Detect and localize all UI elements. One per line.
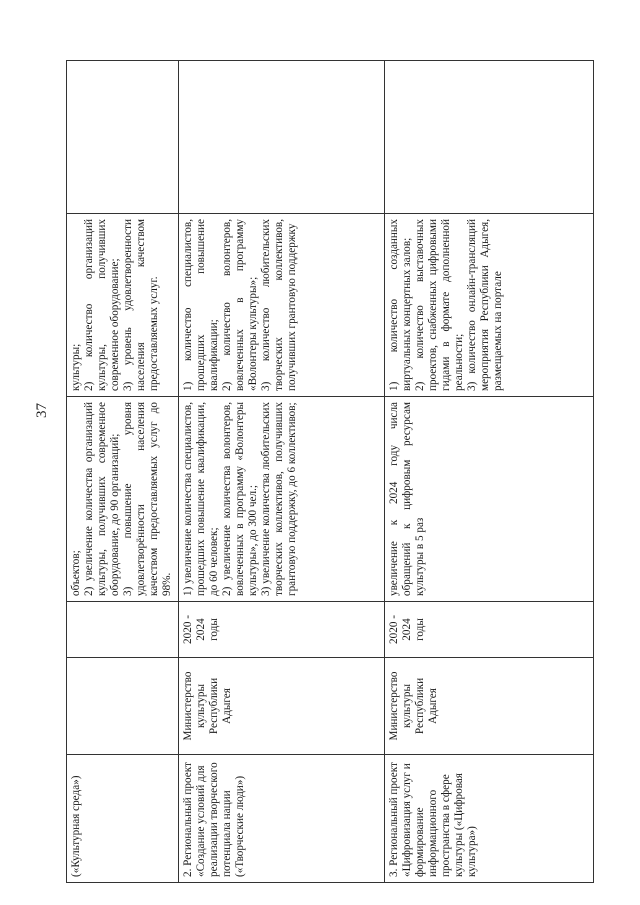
term-cell: 2020 - 2024 годы xyxy=(179,602,385,658)
result-item: 3) увеличение количества любительских творческих коллективов, получивших грантовую поддержку, до 6 коллективов; xyxy=(259,402,298,596)
indicator-item: 3) уровень удовлетворенности населения качеством предоставляемых услуг. xyxy=(121,219,160,391)
results-cell xyxy=(67,397,179,602)
executor-cell: Министерство культуры Республики Адыгея xyxy=(385,658,594,755)
indicators-cell xyxy=(179,214,385,397)
results-cell xyxy=(385,397,594,602)
empty-cell xyxy=(179,61,385,214)
result-item: объектов; xyxy=(70,550,82,596)
indicator-item: 1) количество специалистов, прошедших повышение квалификации; xyxy=(182,219,220,391)
indicator-item: 2) количество волонтеров, вовлеченных в программу «Волонтеры культуры»; xyxy=(220,219,259,391)
table-row xyxy=(179,61,385,883)
executor-cell xyxy=(67,658,179,755)
result-item: 2) увеличение количества волонтеров, вовлеченных в программу «Волонтеры культуры», до 300 чел.; xyxy=(220,402,259,596)
result-item: 1) увеличение количества специалистов, прошедших повышение квалификации, до 60 человек; xyxy=(182,402,220,596)
project-cell: 3. Региональный проект «Цифровизация услуг и формирование информационного пространства в сфере культуры («Цифровая культура») xyxy=(385,755,594,883)
indicator-item: 1) количество созданных виртуальных концертных залов; xyxy=(388,219,413,391)
page-number: 37 xyxy=(34,403,50,418)
rotated-table-wrapper xyxy=(66,61,593,883)
term-cell xyxy=(67,602,179,658)
indicator-item: 2) количество организаций культуры, получивших современное оборудование; xyxy=(82,219,121,391)
term-cell: 2020 - 2024 годы xyxy=(385,602,594,658)
empty-cell xyxy=(67,61,179,214)
result-item: 2) увеличение количества организаций культуры, получивших современное оборудование, до 90 организаций; xyxy=(82,402,121,596)
program-table xyxy=(66,60,594,883)
indicators-cell xyxy=(385,214,594,397)
indicator-item: 3) количество любительских творческих коллективов, получивших грантовую поддержку xyxy=(259,219,298,391)
indicator-item: 2) количество выставочных проектов, снабженных цифровыми гидами в формате дополненной реальности; xyxy=(413,219,465,391)
table-row xyxy=(385,61,594,883)
project-cell: («Культурная среда») xyxy=(67,755,179,883)
indicators-cell xyxy=(67,214,179,397)
project-cell: 2. Региональный проект «Создание условий для реализации творческого потенциала нации («Творческие люди») xyxy=(179,755,385,883)
indicator-item: культуры; xyxy=(70,343,82,391)
empty-cell xyxy=(385,61,594,214)
result-item: 3) повышение уровня удовлетворённости населения качеством предоставляемых услуг до 98%. xyxy=(121,402,173,596)
indicator-item: 3) количество онлайн-трансляций мероприятия Республики Адыгея, размещаемых на портале xyxy=(465,219,504,391)
executor-cell: Министерство культуры Республики Адыгея xyxy=(179,658,385,755)
results-cell xyxy=(179,397,385,602)
result-item: увеличение к 2024 году числа обращений к цифровым ресурсам культуры в 5 раз xyxy=(388,402,426,596)
table-row xyxy=(67,61,179,883)
